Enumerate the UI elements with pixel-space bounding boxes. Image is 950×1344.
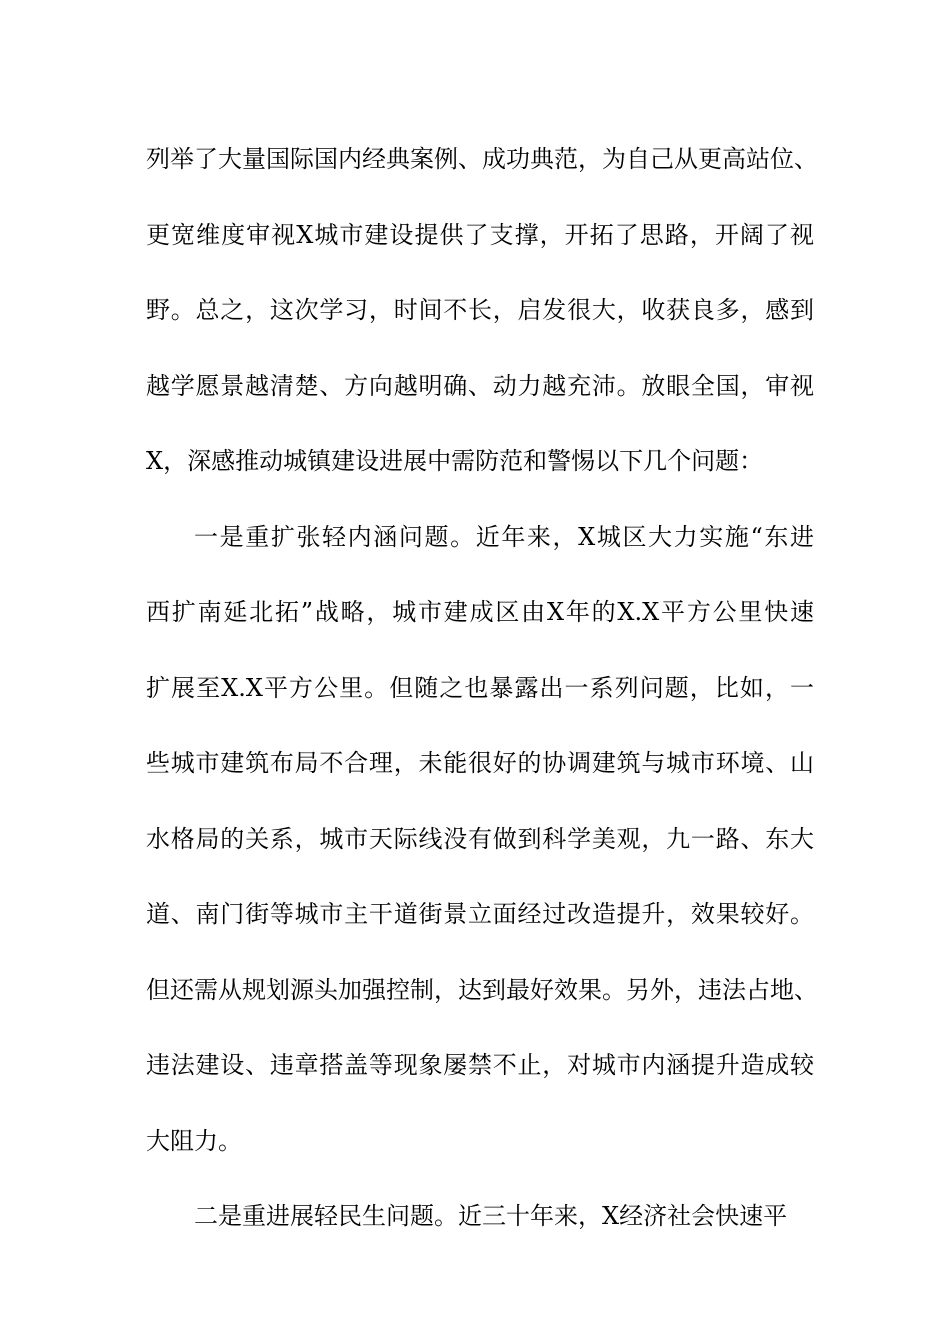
text-line: X，深感推动城镇建设进展中需防范和警惕以下几个问题： xyxy=(146,447,764,475)
text-line: 违法建设、违章搭盖等现象屡禁不止，对城市内涵提升造成较 xyxy=(146,1051,814,1079)
paragraph-start-line: 二是重进展轻民生问题。近三十年来，X经济社会快速平 xyxy=(194,1202,788,1230)
document-body xyxy=(146,122,818,1255)
text-line: 更宽维度审视X城市建设提供了支撑，开拓了思路，开阔了视 xyxy=(146,220,814,249)
text-line: 西扩南延北拓”战略，城市建成区由X年的X.X平方公里快速 xyxy=(146,598,814,626)
text-line: 但还需从规划源头加强控制，达到最好效果。另外，违法占地、 xyxy=(146,975,818,1004)
text-line: 扩展至X.X平方公里。但随之也暴露出一系列问题，比如，一 xyxy=(146,673,814,702)
text-line: 水格局的关系，城市天际线没有做到科学美观，九一路、东大 xyxy=(146,824,814,853)
text-line: 野。总之，这次学习，时间不长，启发很大，收获良多，感到 xyxy=(146,296,814,324)
paragraph-start-line: 一是重扩张轻内涵问题。近年来，X城区大力实施“东进 xyxy=(194,522,814,551)
text-line: 越学愿景越清楚、方向越明确、动力越充沛。放眼全国，审视 xyxy=(146,371,814,400)
text-line: 道、南门街等城市主干道街景立面经过改造提升，效果较好。 xyxy=(146,900,814,928)
text-line: 列举了大量国际国内经典案例、成功典范，为自己从更高站位、 xyxy=(146,145,818,173)
text-line: 些城市建筑布局不合理，未能很好的协调建筑与城市环境、山 xyxy=(146,749,814,777)
text-line: 大阻力。 xyxy=(146,1126,242,1155)
